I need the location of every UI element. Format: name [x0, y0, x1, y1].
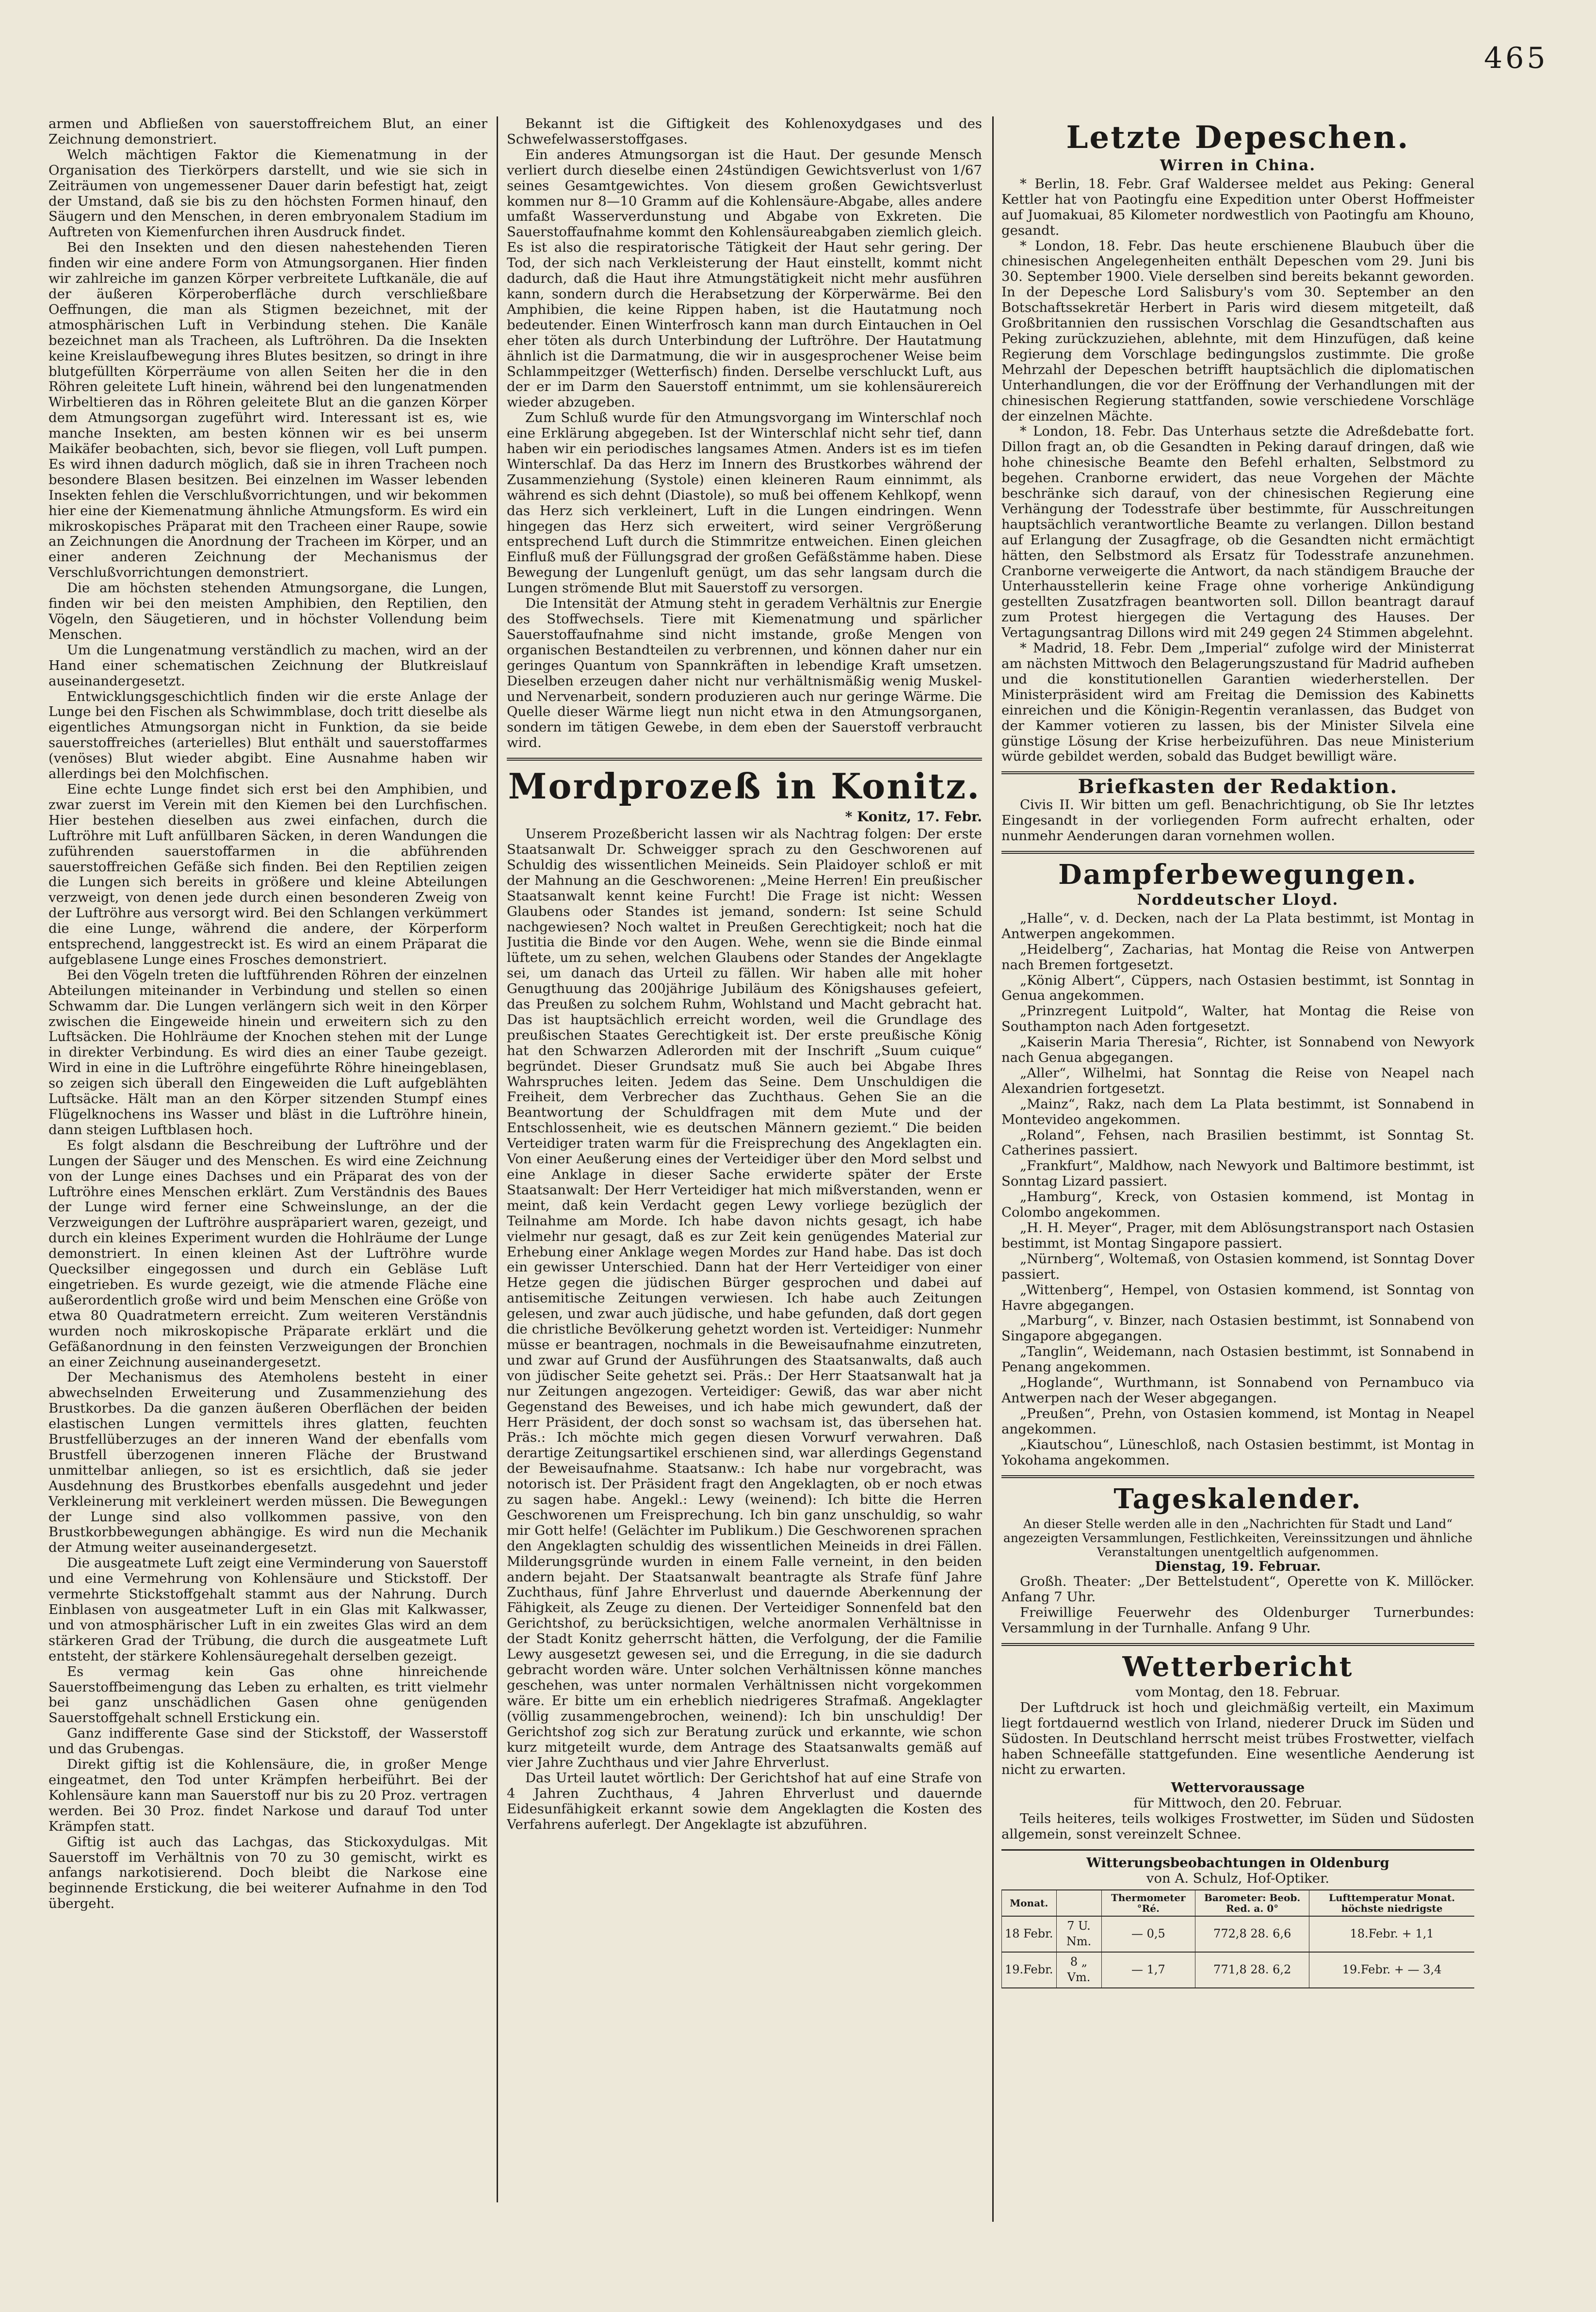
paragraph: Der Mechanismus des Atemholens besteht in einer abwechselnden Erweiterung und Zusammenziehung des Brustkorbes. Da die ganzen äußeren Oberflächen der beiden elastischen Lungen vermittels ihres glatten, feuchten Brustfellüberzuges an der inneren Wand der ebenfalls vom Brustfell überzogenen inneren Fläche der Brustwand unmittelbar anliegen, so ist es ersichtlich, daß sie jeder Ausdehnung des Brustkorbes ebenfalls ausgedehnt und jeder Verkleinerung mit verkleinert werden müssen. Die Bewegungen der Lunge sind also vollkommen passive, von den Brustkorbbewegungen abhängige. Es wird nun die Mechanik der Atmung weiter auseinandergesetzt. [48, 1369, 487, 1556]
table-row [1002, 1952, 1475, 1988]
table-cell: — 0,5 [1101, 1916, 1195, 1952]
paragraph: armen und Abfließen von sauerstoffreichem Blut, an einer Zeichnung demonstriert. [48, 116, 487, 147]
table-cell: 771,8 28. 6,2 [1195, 1952, 1309, 1988]
paragraph: Unserem Prozeßbericht lassen wir als Nachtrag folgen: Der erste Staatsanwalt Dr. Schweigger sprach zu den Geschworenen auf Schuldig des wissentlichen Meineids. Sein Plaidoyer schloß er mit der Mahnung an die Geschworenen: „Meine Herren! Ein preußischer Staatsanwalt kennt keine Furcht! Die Frage ist nicht: Wessen Glaubens oder Standes ist jemand, sondern: Ist seine Schuld nachgewiesen? Noch waltet in Preußen Gerechtigkeit; noch hat die Justitia die Binde vor den Augen. Wehe, wenn sie die Binde einmal lüftete, um zu sehen, welchen Glaubens oder Standes der Angeklagte sei, um danach das Urteil zu fällen. Wir haben alle mit hoher Genugthuung das 200jährige Jubiläum des Königshauses gefeiert, das Preußen zu solchem Ruhm, Wohlstand und Macht gebracht hat. Das ist hauptsächlich erreicht worden, weil die Grundlage des preußischen Staates Gerechtigkeit ist. Der erste preußische König hat den Schwarzen Adlerorden mit der Inschrift „Suum cuique“ begründet. Dieser Grundsatz muß Sie auch bei Abgabe Ihres Wahrspruches leiten. Jedem das Seine. Dem Unschuldigen die Freiheit, dem Verbrecher das Zuchthaus. Gehen Sie an die Beantwortung der Schuldfragen mit dem Mute und der Entschlossenheit, wie es deutschen Männern geziemt.“ Die beiden Verteidiger traten warm für die Freisprechung des Angeklagten ein. Von einer Aeußerung eines der Verteidiger über den Mord selbst und eine Anklage in dieser Sache erwiderte später der Erste Staatsanwalt: Der Herr Verteidiger hat mich mißverstanden, wenn er meint, daß kein Verdacht gegen Lewy vorliege bezüglich der Teilnahme am Morde. Ich habe davon nichts gesagt, ich habe vielmehr nur gesagt, daß es zur Zeit kein genügendes Material zur Erhebung einer Anklage wegen Mordes zur Hand habe. Das ist doch ein gewisser Unterschied. Dann hat der Herr Verteidiger von einer Hetze gegen die jüdischen Bürger gesprochen und dabei auf antisemitische Zeitungen verwiesen. Ich habe auch Zeitungen gelesen, und zwar auch jüdische, und habe gefunden, daß dort gegen die christliche Bevölkerung gehetzt worden ist. Verteidiger: Nunmehr müsse er beantragen, nochmals in die Beweisaufnahme einzutreten, und zwar auf Grund der Ausführungen des Staatsanwalts, daß auch von jüdischer Seite gehetzt sei. Präs.: Der Herr Staatsanwalt hat ja nur Zeitungen angezogen. Verteidiger: Gewiß, das war aber nicht Gegenstand des Beweises, und ich habe mich gewundert, daß der Herr Präsident, der doch sonst so wachsam ist, das übersehen hat. Präs.: Ich möchte mich gegen diesen Vorwurf verwahren. Daß derartige Zeitungsartikel erschienen sind, war allerdings Gegenstand der Beweisaufnahme. Staatsanw.: Ich habe nur vorgebracht, was notorisch ist. Der Präsident fragt den Angeklagten, ob er noch etwas zu sagen habe. Angekl.: Lewy (weinend): Ich bitte die Herren Geschworenen um Freisprechung. Ich bin ganz unschuldig, so wahr mir Gott helfe! (Gelächter im Publikum.) Die Geschworenen sprachen den Angeklagten schuldig des wissentlichen Meineids in drei Fällen. Milderungsgründe wurden in einem Falle verneint, in den beiden andern bejaht. Der Staatsanwalt beantragte als Strafe fünf Jahre Zuchthaus, fünf Jahre Ehrverlust und dauernde Aberkennung der Fähigkeit, als Zeuge zu dienen. Der Verteidiger Sonnenfeld bat den Gerichtshof, zu berücksichtigen, welche anormalen Verhältnisse in der Stadt Konitz geherrscht hätten, die Verfolgung, der die Familie Lewy ausgesetzt gewesen sei, und die Erregung, in die sie dadurch gebracht worden wäre. Unter solchen Verhältnissen könne manches geschehen, was unter normalen Verhältnissen nicht vorgekommen wäre. Er bitte um ein erheblich niedrigeres Strafmaß. Angeklagter (völlig zusammengebrochen, weinend): Ich bin unschuldig! Der Gerichtshof zog sich zur Beratung zurück und erkannte, wie schon kurz mitgeteilt wurde, dem Antrage des Staatsanwalts gemäß auf vier Jahre Zuchthaus und vier Jahre Ehrverlust. [507, 826, 982, 1771]
paragraph: Bei den Insekten und den diesen nahestehenden Tieren finden wir eine andere Form von Atmungsorganen. Hier finden wir zahlreiche im ganzen Körper verbreitete Luftkanäle, die auf der äußeren Körperoberfläche durch verschließbare Oeffnungen, die man als Stigmen bezeichnet, mit der atmosphärischen Luft in Verbindung stehen. Die Kanäle bezeichnet man als Tracheen, als Luftröhren. Da die Insekten keine Kreislaufbewegung ihres Blutes besitzen, so dringt in ihre blutgefüllten Körperräume von allen Seiten her die in den Röhren geleitete Luft hinein, während bei den lungenatmenden Wirbeltieren das in Röhren geleitete Blut an die ganzen Körper dem Atmungsorgan zugeführt wird. Interessant ist es, wie manche Insekten, am besten können wir es bei unserm Maikäfer beobachten, sich, bevor sie fliegen, voll Luft pumpen. Es wird ihnen dadurch möglich, daß sie in ihren Tracheen noch besondere Blasen besitzen. Bei einzelnen im Wasser lebenden Insekten fehlen die Verschlußvorrichtungen, und wir bekommen hier eine der Kiemenatmung ähnliche Atmungsform. Es wird ein mikroskopisches Präparat mit den Tracheen einer Raupe, sowie an Zeichnungen die Anordnung der Tracheen im Körper, und an einer anderen Zeichnung der Mechanismus der Verschlußvorrichtungen demonstriert. [48, 240, 487, 581]
dampfer-subhead: Norddeutscher Lloyd. [1137, 891, 1339, 909]
table-cell: 7 U. Nm. [1056, 1916, 1101, 1952]
paragraph: Ganz indifferente Gase sind der Stickstoff, der Wasserstoff und das Grubengas. [48, 1726, 487, 1757]
calendar-entry: Großh. Theater: „Der Bettelstudent“, Operette von K. Millöcker. Anfang 7 Uhr. [1001, 1574, 1474, 1605]
column-2 [507, 116, 982, 2202]
tageskalender-intro: An dieser Stelle werden alle in den „Nachrichten für Stadt und Land“ angezeigten Versammlungen, Festlichkeiten, Vereinssitzungen und ähnliche Veranstaltungen unentgeltlich aufgenommen. [1003, 1516, 1473, 1559]
ship-entry: „Preußen“, Prehn, von Ostasien kommend, ist Montag in Neapel angekommen. [1001, 1405, 1474, 1437]
table-header: Lufttemperatur Monat. höchste niedrigste [1309, 1890, 1474, 1916]
table-cell: 19.Febr. [1002, 1952, 1057, 1988]
paragraph: Es vermag kein Gas ohne hinreichende Sauerstoffbeimengung das Leben zu erhalten, es tritt vielmehr bei ganz unschädlichen Gasen ohne genügenden Sauerstoffgehalt schnell Erstickung ein. [48, 1663, 487, 1726]
table-header: Barometer: Beob. Red. a. 0° [1195, 1890, 1309, 1916]
calendar-entry: Freiwillige Feuerwehr des Oldenburger Turnerbundes: Versammlung in der Turnhalle. Anfang 9 Uhr. [1001, 1605, 1474, 1636]
dispatch: * London, 18. Febr. Das heute erschienene Blaubuch über die chinesischen Angelegenheiten enthält Depeschen vom 29. Juni bis 30. September 1900. Viele derselben sind bereits bekannt geworden. In der Depesche Lord Salisbury's vom 30. September an den Botschaftssekretär Herbert in Paris wird diesem mitgeteilt, daß Großbritannien den russischen Vorschlag die Gesandtschaften aus Peking zurückzuziehen, ablehnte, mit dem Hinzufügen, daß keine Regierung dem Vorschlage bedingungslos zustimmte. Die große Mehrzahl der Depeschen betrifft hauptsächlich die diplomatischen Unterhandlungen, die vor der Eröffnung der Verhandlungen mit der chinesischen Regierung stattfanden, sowie verschiedene Vorschläge der einzelnen Mächte. [1001, 238, 1474, 424]
beobachtungen-headline: Witterungsbeobachtungen in Oldenburg [1086, 1855, 1389, 1871]
dispatch: * London, 18. Febr. Das Unterhaus setzte die Adreßdebatte fort. Dillon fragt an, ob die Gesandten in Peking darauf dringen, daß wie hohe chinesische Beamte den Befehl erhalten, Selbstmord zu begehen. Cranborne erwidert, das neue Vorgehen der Mächte beschränke sich darauf, von der chinesischen Regierung eine Verhängung der Todesstrafe über bestimmte, für Ausschreitungen hauptsächlich verantwortliche Beamte zu verlangen. Dillon bestand auf Erlangung der Zusagfrage, ob die Gesandten nicht ermächtigt hätten, den Selbstmord als Ersatz für Todesstrafe anzunehmen. Cranborne verweigerte die Antwort, da nach ständigem Brauche der Unterhausstellerin keine Frage ohne vorherige Ankündigung gestellten Zusatzfragen beantworten soll. Dillon beantragt darauf zum Protest hiergegen die Vertagung des Hauses. Der Vertagungsantrag Dillons wird mit 249 gegen 24 Stimmen abgelehnt. [1001, 423, 1474, 641]
page-number: 465 [1484, 41, 1548, 75]
ship-entry: „Hoglande“, Wurthmann, ist Sonnabend von Pernambuco via Antwerpen nach der Weser abgegangen. [1001, 1375, 1474, 1406]
ship-entry: „Heidelberg“, Zacharias, hat Montag die Reise von Antwerpen nach Bremen fortgesetzt. [1001, 941, 1474, 973]
column-3 [1001, 116, 1474, 2222]
ship-entry: „Kiautschou“, Lüneschloß, nach Ostasien bestimmt, ist Montag in Yokohama angekommen. [1001, 1436, 1474, 1468]
table-cell: 19.Febr. + — 3,4 [1309, 1952, 1474, 1988]
dispatch: * Madrid, 18. Febr. Dem „Imperial“ zufolge wird der Ministerrat am nächsten Mittwoch den Belagerungszustand für Madrid aufheben und die konstitutionellen Garantien wiederherstellen. Der Ministerpräsident wird am Freitag die Demission des Kabinetts einreichen und die Königin-Regentin veranlassen, das Budget von der Kammer votieren zu lassen, bis der Minister Silvela eine günstige Lösung der Krise herbeizuführen. Das neue Ministerium würde gebildet werden, sobald das Budget bewilligt wäre. [1001, 640, 1474, 765]
table-header-row [1002, 1890, 1475, 1916]
forecast-text: Teils heiteres, teils wolkiges Frostwetter, im Süden und Südosten allgemein, sonst vereinzelt Schnee. [1001, 1811, 1474, 1842]
column-1 [48, 116, 487, 2202]
ship-entry: „Roland“, Fehsen, nach Brasilien bestimmt, ist Sonntag St. Catherines passiert. [1001, 1127, 1474, 1158]
wetter-date: vom Montag, den 18. Februar. [1135, 1684, 1340, 1700]
paragraph: Die ausgeatmete Luft zeigt eine Verminderung von Sauerstoff und eine Vermehrung von Kohlensäure und Stickstoff. Der vermehrte Stickstoffgehalt stammt aus der Nahrung. Durch Einblasen von ausgeatmeter Luft in ein Glas mit Kalkwasser, und von atmosphärischer Luft in ein zweites Glas wird an dem stärkeren Grad der Trübung, die durch die ausgeatmete Luft entsteht, der stärkere Kohlensäuregehalt derselben gezeigt. [48, 1555, 487, 1664]
ship-entry: „Wittenberg“, Hempel, von Ostasien kommend, ist Sonntag von Havre abgegangen. [1001, 1282, 1474, 1313]
paragraph: Zum Schluß wurde für den Atmungsvorgang im Winterschlaf noch eine Erklärung abgegeben. Ist der Winterschlaf nicht sehr tief, dann haben wir ein periodisches langsames Atmen. Anders ist es im tiefen Winterschlaf. Da das Herz im Innern des Brustkorbes während der Zusammenziehung (Systole) einen kleineren Raum einnimmt, als während es sich dehnt (Diastole), so muß bei offenem Kehlkopf, wenn das Herz sich verkleinert, Luft in die Lungen eindringen. Wenn hingegen das Herz sich erweitert, wird seiner Vergrößerung entsprechend Luft durch die Stimmritze entweichen. Einen gleichen Einfluß muß der Füllungsgrad der großen Gefäßstämme haben. Diese Bewegung der Lungenluft genügt, um das sehr langsam durch die Lungen strömende Blut mit Sauerstoff zu versorgen. [507, 410, 982, 596]
ship-entry: „Mainz“, Rakz, nach dem La Plata bestimmt, ist Sonnabend in Montevideo angekommen. [1001, 1096, 1474, 1127]
section-divider [1001, 851, 1474, 854]
table-header: Thermometer °Ré. [1101, 1890, 1195, 1916]
ship-entry: „Hamburg“, Kreck, von Ostasien kommend, ist Montag in Colombo angekommen. [1001, 1189, 1474, 1221]
konitz-headline: Mordprozeß in Konitz. [508, 765, 981, 807]
ship-entry: „Kaiserin Maria Theresia“, Richter, ist Sonnabend von Newyork nach Genua abgegangen. [1001, 1034, 1474, 1066]
beobachtungen-byline: von A. Schulz, Hof-Optiker. [1146, 1871, 1330, 1886]
dispatch: * Berlin, 18. Febr. Graf Waldersee meldet aus Peking: General Kettler hat von Paotingfu eine Expedition unter Oberst Hoffmeister auf Juomakuai, 85 Kilometer nordwestlich von Paotingfu am Khouno, gesandt. [1001, 176, 1474, 238]
forecast-title: Wettervoraussage [1171, 1780, 1305, 1796]
table-cell: — 1,7 [1101, 1952, 1195, 1988]
ship-entry: „Halle“, v. d. Decken, nach der La Plata bestimmt, ist Montag in Antwerpen angekommen. [1001, 910, 1474, 942]
paragraph: Um die Lungenatmung verständlich zu machen, wird an der Hand einer schematischen Zeichnung der Blutkreislauf auseinandergesetzt. [48, 642, 487, 689]
section-divider [1001, 1849, 1474, 1851]
paragraph: Das Urteil lautet wörtlich: Der Gerichtshof hat auf eine Strafe von 4 Jahren Zuchthaus, 4 Jahren Ehrverlust und dauernde Eidesunfähigkeit erkannt sowie dem Angeklagten die Kosten des Verfahrens auferlegt. Der Angeklagte ist abzuführen. [507, 1770, 982, 1833]
briefkasten-headline: Briefkasten der Redaktion. [1078, 775, 1398, 798]
ship-entry: „Frankfurt“, Maldhow, nach Newyork und Baltimore bestimmt, ist Sonntag Lizard passiert. [1001, 1158, 1474, 1189]
section-divider [1001, 771, 1474, 774]
forecast-date: für Mittwoch, den 20. Februar. [1133, 1795, 1342, 1811]
section-divider [1001, 1475, 1474, 1478]
paragraph: Bei den Vögeln treten die luftführenden Röhren der einzelnen Abteilungen miteinander in Verbindung und stellen so einen Schwamm dar. Die Lungen verlängern sich weit in den Körper zwischen die Eingeweide hinein und erweitern sich zu den Luftsäcken. Die Hohlräume der Knochen stehen mit der Lunge in direkter Verbindung. Es wird dies an einer Taube gezeigt. Wird in eine in die Luftröhre eingeführte Röhre hineingeblasen, so zeigen sich überall den Eingeweiden die Luft aufgeblähten Luftsäcke. Hält man an den Körper sitzenden Stumpf eines Flügelknochens ins Wasser und bläst in die Luftröhre hinein, dann steigen Luftblasen hoch. [48, 967, 487, 1138]
paragraph: Eine echte Lunge findet sich erst bei den Amphibien, und zwar zuerst im Verein mit den Kiemen bei den Lurchfischen. Hier bestehen dieselben aus zwei einfachen, durch die Luftröhre mit Luft anfüllbaren Säcken, in deren Wandungen die zuführenden sauerstoffarmen in die abführenden sauerstoffreichen Gefäße sich finden. Bei den Reptilien zeigen die Lungen sich bereits in größere und kleine Abteilungen verzweigt, von denen jede durch einen besonderen Zweig von der Luftröhre aus versorgt wird. Bei den Schlangen verkümmert die eine Lunge, während die andere, der Körperform entsprechend, langgestreckt ist. Es wird an einem Präparat die aufgeblasene Lunge eines Frosches demonstriert. [48, 781, 487, 967]
ship-entry: „Prinzregent Luitpold“, Walter, hat Montag die Reise von Southampton nach Aden fortgesetzt. [1001, 1003, 1474, 1035]
ship-entry: „Aller“, Wilhelmi, hat Sonntag die Reise von Neapel nach Alexandrien fortgesetzt. [1001, 1065, 1474, 1096]
ship-entry: „Nürnberg“, Woltemaß, von Ostasien kommend, ist Sonntag Dover passiert. [1001, 1251, 1474, 1282]
ship-entry: „H. H. Meyer“, Prager, mit dem Ablösungstransport nach Ostasien bestimmt, ist Montag Singapore passiert. [1001, 1220, 1474, 1251]
section-divider [507, 758, 982, 761]
table-cell: 18.Febr. + 1,1 [1309, 1916, 1474, 1952]
briefkasten-text: Civis II. Wir bitten um gefl. Benachrichtigung, ob Sie Ihr letztes Eingesandt in der vorliegenden Form aufrecht erhalten, oder nunmehr Aenderungen daran vornehmen wollen. [1001, 797, 1474, 844]
ship-entry: „Marburg“, v. Binzer, nach Ostasien bestimmt, ist Sonnabend von Singapore abgegangen. [1001, 1313, 1474, 1344]
paragraph: Welch mächtigen Faktor die Kiemenatmung in der Organisation des Tierkörpers darstellt, und wie sie sich in Zeiträumen von ungemessener Dauer darin befestigt hat, zeigt der Umstand, daß sie bis zu den höchsten Formen hinauf, den Säugern und den Menschen, in deren embryonalem Stadium im Auftreten von Kiemenfurchen ihren Ausdruck findet. [48, 147, 487, 240]
table-header [1056, 1890, 1101, 1916]
table-cell: 18 Febr. [1002, 1916, 1057, 1952]
ship-entry: „König Albert“, Cüppers, nach Ostasien bestimmt, ist Sonntag in Genua angekommen. [1001, 972, 1474, 1004]
paragraph: Giftig ist auch das Lachgas, das Stickoxydulgas. Mit Sauerstoff im Verhältnis von 70 zu 30 gemischt, wirkt es anfangs narkotisierend. Doch bleibt die Narkose eine beginnende Erstickung, die bei weiterer Aufnahme in den Tod übergeht. [48, 1834, 487, 1912]
paragraph: Entwicklungsgeschichtlich finden wir die erste Anlage der Lunge bei den Fischen als Schwimmblase, doch tritt dieselbe als eigentliches Atmungsorgan nicht in Funktion, da sie beide sauerstoffreiches (arterielles) Blut enthält und sauerstoffarmes (venöses) Blut wieder abgibt. Eine Ausnahme haben wir allerdings bei den Molchfischen. [48, 688, 487, 782]
konitz-dateline: * Konitz, 17. Febr. [845, 809, 982, 825]
paragraph: Bekannt ist die Giftigkeit des Kohlenoxydgases und des Schwefelwasserstoffgases. [507, 116, 982, 147]
depeschen-subhead: Wirren in China. [1160, 157, 1316, 174]
table-header: Monat. [1002, 1890, 1057, 1916]
paragraph: Direkt giftig ist die Kohlensäure, die, in großer Menge eingeatmet, den Tod unter Krämpfen herbeiführt. Bei der Kohlensäure kann man Sauerstoff nur bis zu 20 Proz. vertragen werden. Bei 30 Proz. findet Narkose und darauf Tod unter Krämpfen statt. [48, 1757, 487, 1834]
depeschen-headline: Letzte Depeschen. [1066, 119, 1410, 156]
table-row [1002, 1916, 1475, 1952]
wetter-headline: Wetterbericht [1122, 1651, 1354, 1683]
paragraph: Die Intensität der Atmung steht in geradem Verhältnis zur Energie des Stoffwechsels. Tiere mit Kiemenatmung und spärlicher Sauerstoffaufnahme sind nicht imstande, große Mengen von organischen Bestandteilen zu verbrennen, und können daher nur ein geringes Quantum von Spannkräften in lebendige Kraft umsetzen. Dieselben erzeugen daher nicht nur verhältnismäßig wenig Muskel- und Nervenarbeit, sondern produzieren auch nur geringe Wärme. Die Quelle dieser Wärme liegt nun nicht etwa in den Atmungsorganen, sondern im tätigen Gewebe, in dem eben der Sauerstoff verbraucht wird. [507, 596, 982, 751]
wetter-text: Der Luftdruck ist hoch und gleichmäßig verteilt, ein Maximum liegt fortdauernd westlich von Irland, niederer Druck im Süden und Südosten. In Deutschland herrscht meist trübes Frostwetter, vielfach haben Schneefälle stattgefunden. Eine wesentliche Aenderung ist nicht zu erwarten. [1001, 1699, 1474, 1777]
paragraph: Es folgt alsdann die Beschreibung der Luftröhre und der Lungen der Säuger und des Menschen. Es wird eine Zeichnung von der Lunge eines Dachses und ein Präparat des von der Luftröhre eines Menschen erklärt. Zum Verständnis des Baues der Lunge wird ferner eine Schweinslunge, an der die Verzweigungen der Luftröhre auspräpariert waren, gezeigt, und durch ein kleines Experiment wurden die Hohlräume der Lunge demonstriert. In einen kleinen Ast der Luftröhre wurde Quecksilber eingegossen und durch ein Gebläse Luft eingetrieben. Es wurde gezeigt, wie die atmende Fläche eine außerordentlich große wird und beim Menschen eine Größe von etwa 80 Quadratmetern erreicht. Zum weiteren Verständnis wurden noch mikroskopische Präparate erklärt und die Gefäßanordnung in den feinsten Verzweigungen der Bronchien an einer Zeichnung auseinandergesetzt. [48, 1137, 487, 1370]
tageskalender-headline: Tageskalender. [1113, 1482, 1362, 1515]
paragraph: Ein anderes Atmungsorgan ist die Haut. Der gesunde Mensch verliert durch dieselbe einen 24stündigen Gewichtsverlust von 1/67 seines Gesamtgewichtes. Von diesem großen Gewichtsverlust kommen nur 8—10 Gramm auf die Kohlensäure-Abgabe, alles andere umfaßt Wasserverdunstung und Abgabe von Exkreten. Die Sauerstoffaufnahme kommt den Kohlensäureabgaben ziemlich gleich. Es ist also die respiratorische Tätigkeit der Haut sehr gering. Der Tod, der sich nach Verkleisterung der Haut einstellt, kommt nicht dadurch, daß die Haut ihre Atmungstätigkeit nicht mehr ausführen kann, sondern durch die Herabsetzung der Körperwärme. Bei den Amphibien, die keine Rippen haben, ist die Hautatmung noch bedeutender. Einen Winterfrosch kann man durch Eintauchen in Oel eher töten als durch Unterbindung der Luftröhre. Der Hautatmung ähnlich ist die Darmatmung, die wir in ausgesprochener Weise beim Schlammpeitzger (Wetterfisch) finden. Derselbe verschluckt Luft, aus der er im Darm den Sauerstoff entnimmt, um sie kohlensäurereich wieder abzugeben. [507, 147, 982, 410]
weather-table [1001, 1889, 1474, 1988]
table-cell: 772,8 28. 6,6 [1195, 1916, 1309, 1952]
ship-entry: „Tanglin“, Weidemann, nach Ostasien bestimmt, ist Sonnabend in Penang angekommen. [1001, 1344, 1474, 1375]
table-cell: 8 „ Vm. [1056, 1952, 1101, 1988]
section-divider [1001, 1643, 1474, 1646]
dampfer-headline: Dampferbewegungen. [1058, 858, 1418, 891]
column-rule-left [497, 116, 498, 2202]
tageskalender-date: Dienstag, 19. Februar. [1155, 1558, 1321, 1574]
paragraph: Die am höchsten stehenden Atmungsorgane, die Lungen, finden wir bei den meisten Amphibien, den Reptilien, den Vögeln, den Säugetieren, und in höchster Vollendung beim Menschen. [48, 580, 487, 642]
column-rule-right [992, 116, 994, 2222]
